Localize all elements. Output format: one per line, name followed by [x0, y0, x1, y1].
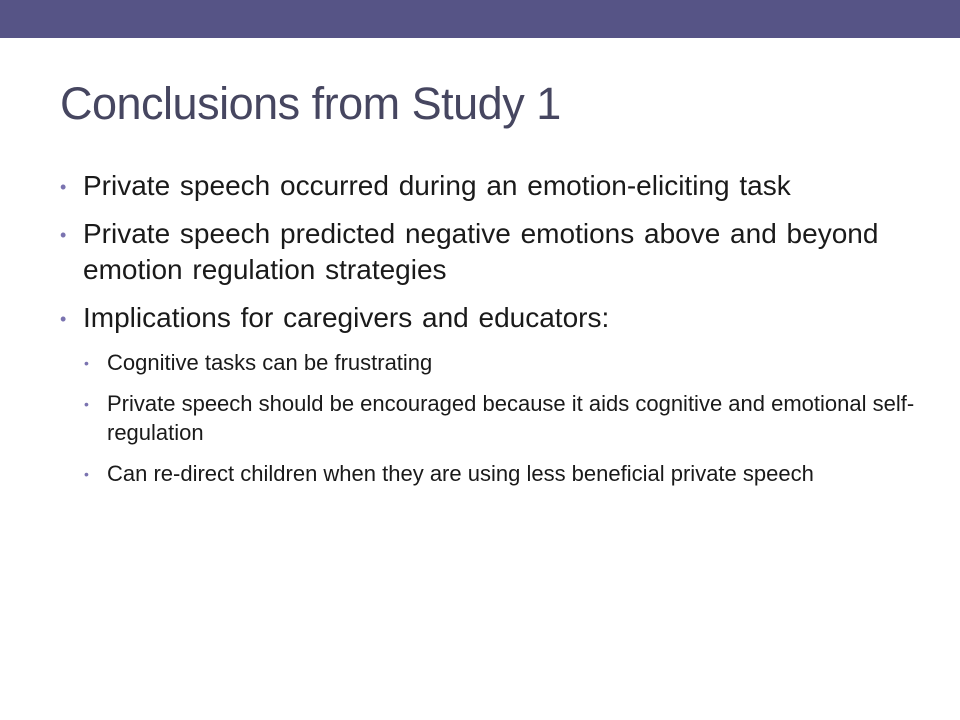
bullet-dot-icon: • — [60, 177, 67, 197]
sub-bullet-item — [84, 348, 920, 377]
sub-bullet-text: Private speech should be encouraged because it aids cognitive and emotional self-regulation — [107, 391, 915, 445]
bullet-item — [60, 216, 920, 288]
bullet-item — [60, 168, 920, 204]
bullet-dot-icon: • — [60, 309, 67, 329]
sub-bullet-item — [84, 389, 920, 447]
sub-bullet-text: Can re-direct children when they are using less beneficial private speech — [107, 461, 814, 486]
top-accent-bar — [0, 0, 960, 38]
bullet-dot-icon: • — [84, 355, 89, 371]
bullet-dot-icon: • — [84, 466, 89, 482]
bullet-item — [60, 300, 920, 336]
sub-bullet-text: Cognitive tasks can be frustrating — [107, 350, 433, 375]
bullet-dot-icon: • — [84, 396, 89, 412]
bullet-text: Private speech occurred during an emotion-eliciting task — [83, 170, 791, 201]
bullet-dot-icon: • — [60, 225, 67, 245]
bullet-list — [60, 168, 920, 500]
bullet-text: Implications for caregivers and educators: — [83, 302, 610, 333]
bullet-text: Private speech predicted negative emotions above and beyond emotion regulation strategies — [83, 218, 879, 285]
slide-title: Conclusions from Study 1 — [60, 78, 561, 129]
sub-bullet-item — [84, 459, 920, 488]
